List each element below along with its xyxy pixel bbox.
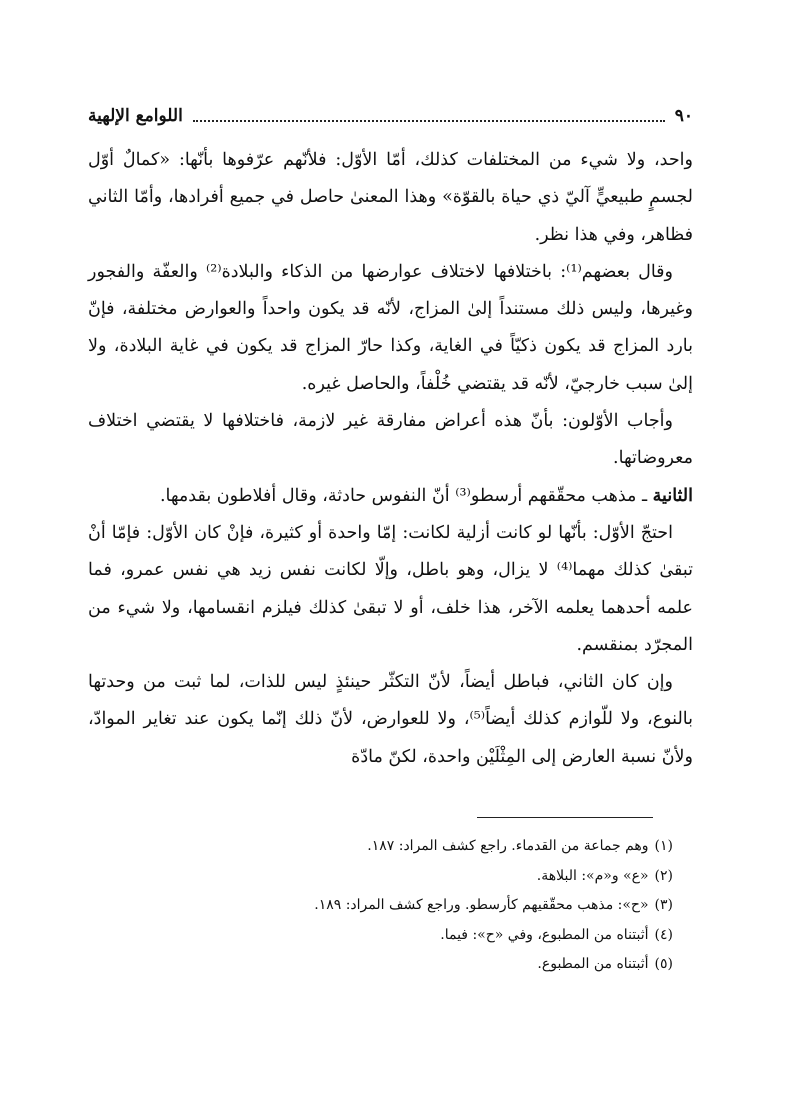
footnote-number: (١) [654,838,673,854]
paragraph [88,142,693,254]
paragraph-text: احتجّ الأوّل: بأنّها لو كانت أزلية لكانت: إمّا واحدة أو كثيرة، فإنْ كان الأوّل: فإمّا أنْ تبقىٰ كذلك مهما⁽⁴⁾ لا يزال، وهو باطل، وإلّا لكانت نفس زيد هي نفس عمرو، فما علمه أحدهما يعلمه الآخر، هذا خلف، أو لا تبقىٰ كذلك فيلزم انقسامها، ولا شيء من المجرّد بمنقسم. [88,522,694,655]
page-header [88,98,693,134]
paragraph [88,515,693,664]
paragraph [88,403,693,478]
header-dotted-leader [193,118,665,122]
footnotes [88,832,673,980]
main-text [88,142,693,776]
footnote [88,921,673,951]
footnote-number: (٤) [654,926,673,943]
footnote-text: أثبتناه من المطبوع، وفي «ح»: فيما. [440,926,649,943]
paragraph-text: ـ مذهب محقّقهم أرسطو⁽³⁾ أنّ النفوس حادثة، وقال أفلاطون بقدمها. [159,485,653,506]
page-number: ٩٠ [674,106,693,126]
footnote-separator [477,817,653,818]
paragraph-text: وإن كان الثاني، فباطل أيضاً، لأنّ التكثّر حينئذٍ ليس للذات، لما ثبت من وحدتها بالنوع، ولا للّوازم كذلك أيضاً⁽⁵⁾، ولا للعوارض، لأنّ ذلك إنّما يكون عند تغاير الموادّ، ولأنّ نسبة العارض إلى المِثْلَيْن واحدة، لكنّ مادّة [88,672,693,767]
footnote [88,950,673,980]
footnote-number: (٣) [654,897,673,913]
paragraph [88,254,693,403]
footnote [88,891,673,921]
paragraph [88,478,693,515]
paragraph-text: واحد، ولا شيء من المختلفات كذلك، أمّا الأوّل: فلأنّهم عرّفوها بأنّها: «كمالٌ أوّل لجسمٍ طبيعيٍّ آليّ ذي حياة بالقوّة» وهذا المعنىٰ حاصل في جميع أفرادها، وأمّا الثاني فظاهر، وفي هذا نظر. [88,150,693,245]
running-title: اللوامع الإلهية [88,106,183,126]
paragraph [88,664,693,776]
footnote-text: «ح»: مذهب محقّقيهم كأرسطو. وراجع كشف المراد: ١٨٩. [314,897,649,913]
footnote-number: (٥) [654,956,673,972]
footnote-text: «ع» و«م»: البلاهة. [536,867,649,884]
paragraph-text: وأجاب الأوّلون: بأنّ هذه أعراض مفارقة غير لازمة، فاختلافها لا يقتضي اختلاف معروضاتها. [88,411,693,469]
footnote-text: أثبتناه من المطبوع. [537,956,649,972]
section-heading-second: الثانية [652,485,693,506]
footnote [88,862,673,892]
footnote-number: (٢) [654,867,673,884]
paragraph-text: وقال بعضهم⁽¹⁾: باختلافها لاختلاف عوارضها من الذكاء والبلادة⁽²⁾ والعفّة والفجور وغيرها، وليس ذلك مستنداً إلىٰ المزاج، لأنّه قد يكون واحداً والعوارض مختلفة، فإنّ بارد المزاج قد يكون ذكيّاً في الغاية، وكذا حارّ المزاج قد يكون في غاية البلادة، ولا إلىٰ سبب خارجيّ، لأنّه قد يقتضي خُلْفاً، والحاصل غيره. [88,261,693,394]
footnote-text: وهم جماعة من القدماء. راجع كشف المراد: ١٨٧. [367,838,649,854]
footnote [88,832,673,862]
